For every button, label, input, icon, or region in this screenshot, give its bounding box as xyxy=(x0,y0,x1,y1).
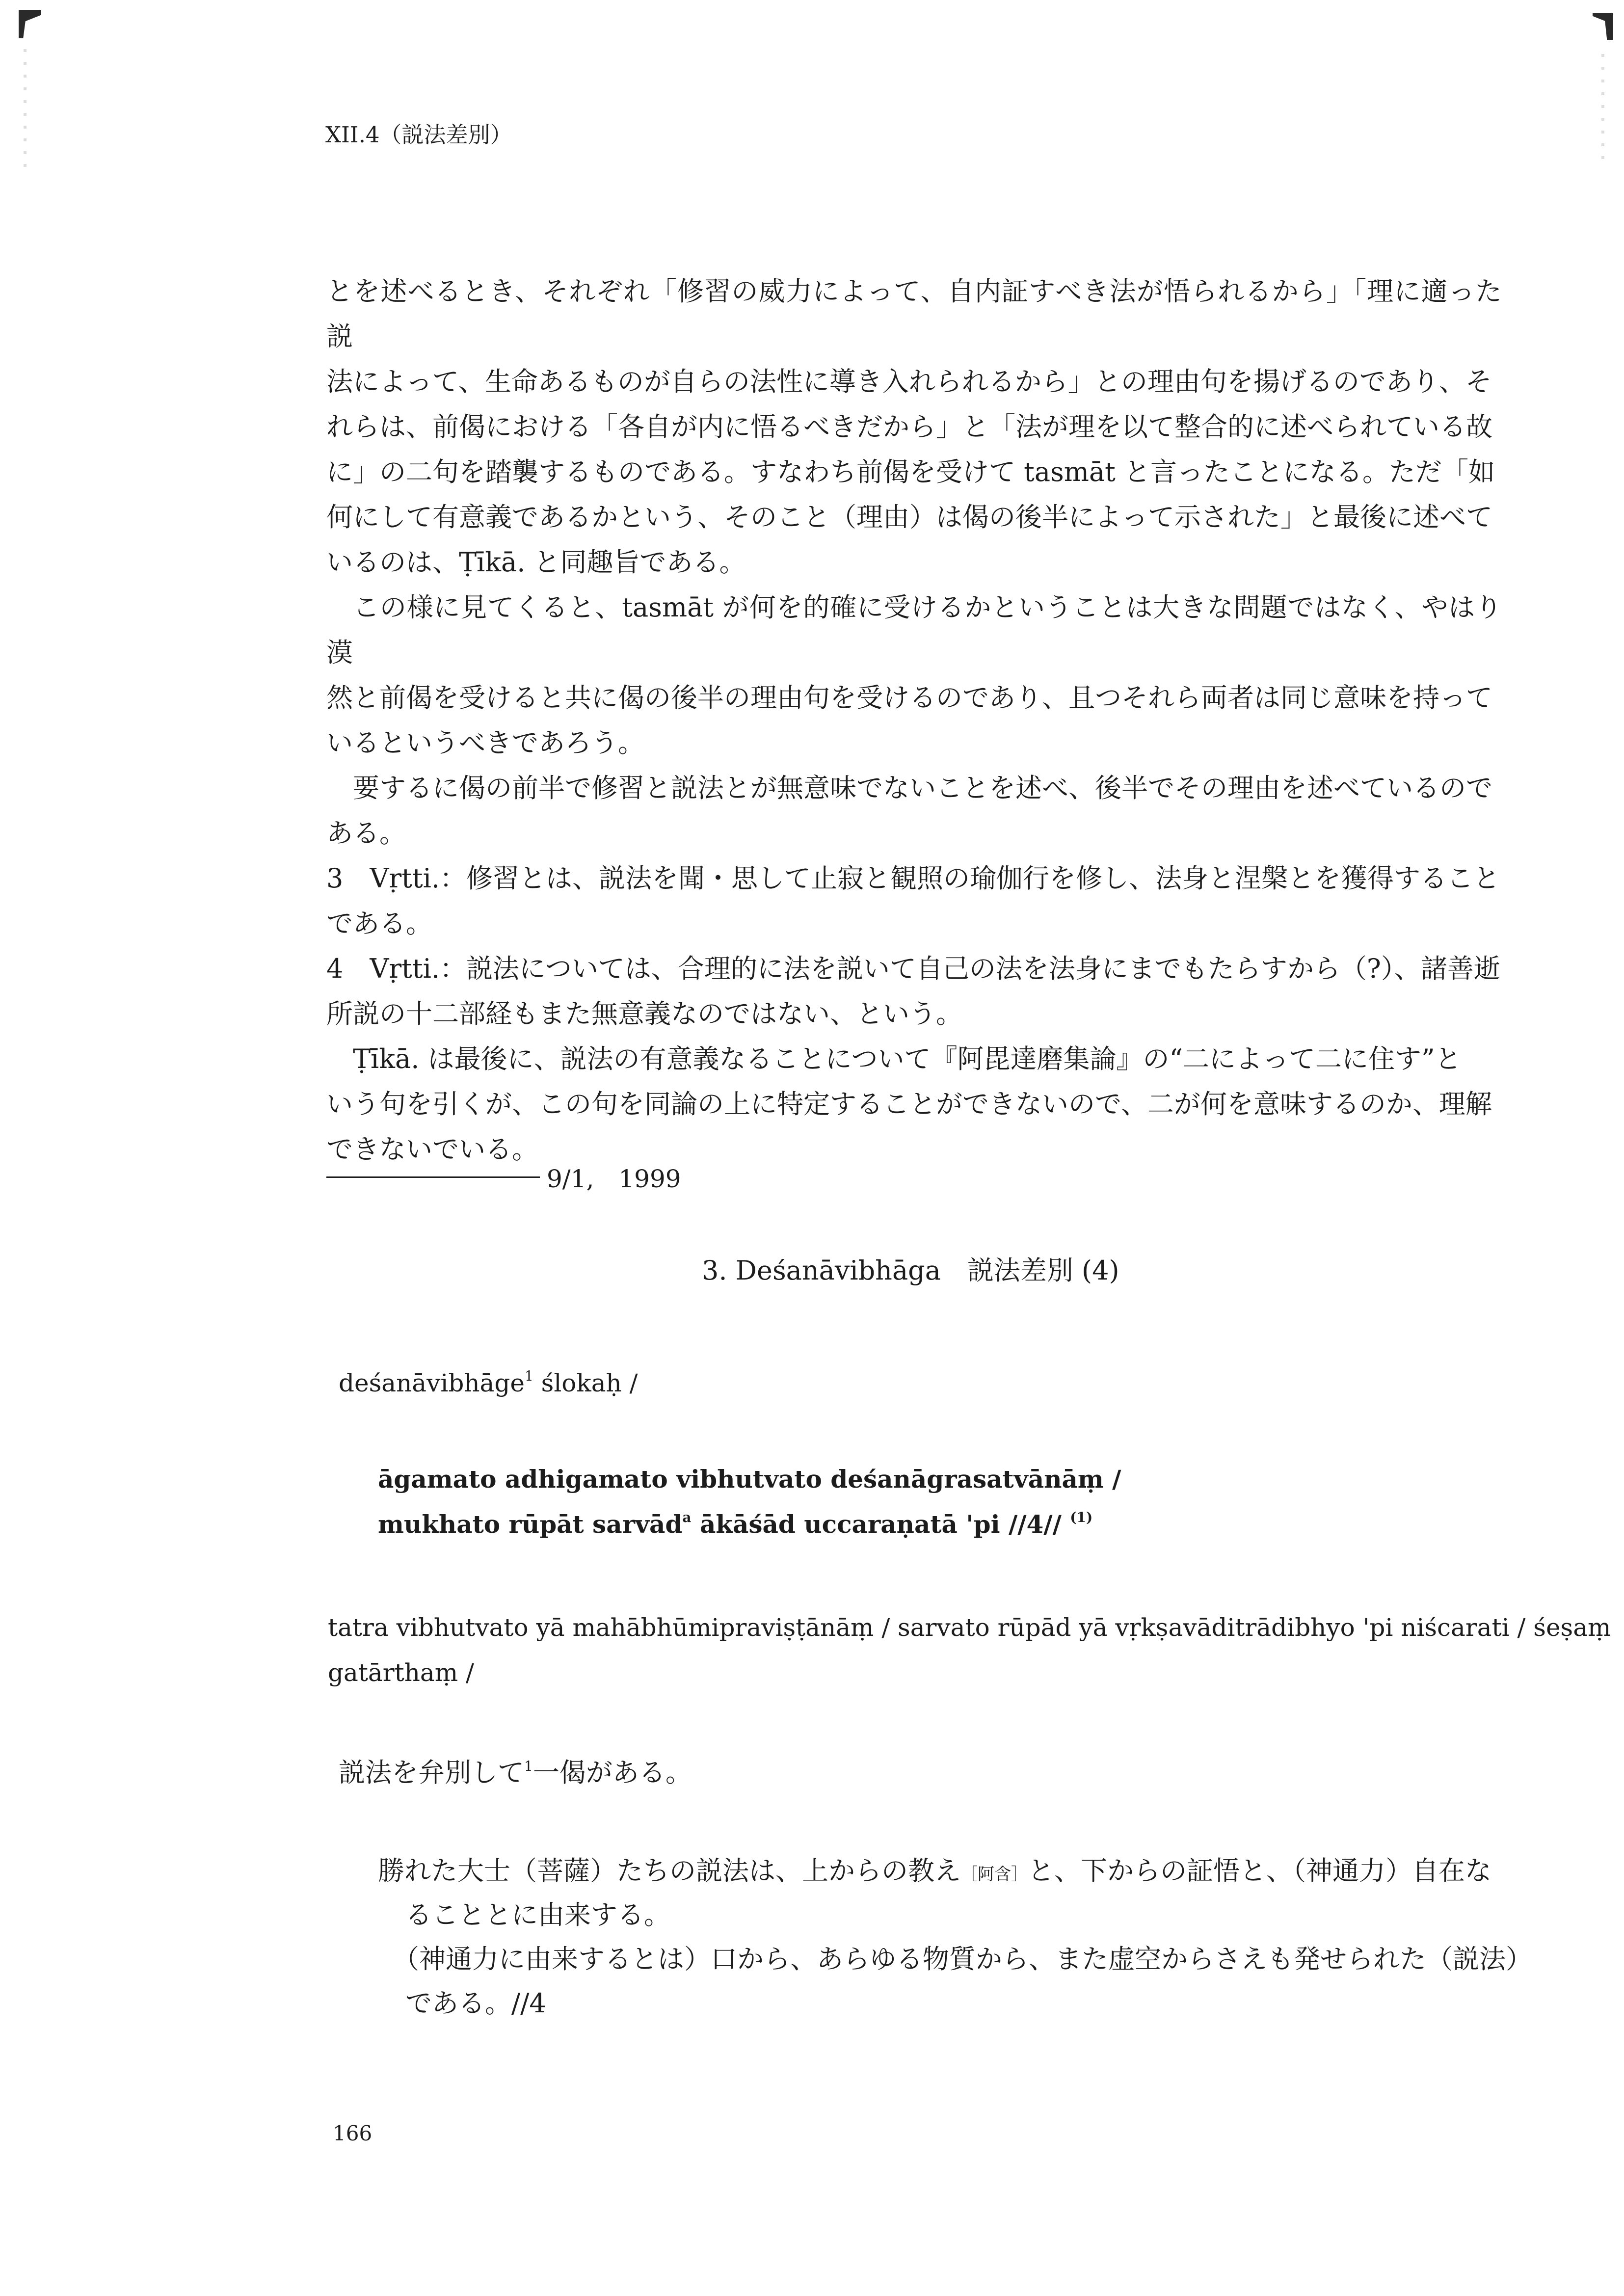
date-line xyxy=(326,1159,681,1195)
text-line: とを述べるとき、それぞれ「修習の威力によって、自内証すべき法が悟られるから」「理に適った説 xyxy=(326,276,1502,352)
sanskrit-commentary-line-2: gatārthaṃ / xyxy=(328,1658,474,1687)
text-line: に」の二句を踏襲するものである。すなわち前偈を受けて tasmāt と言ったことになる。ただ「如 xyxy=(326,456,1495,487)
translation-verse-line-2: ることとに由来する。 xyxy=(405,1899,670,1930)
bracket-note: ［阿含］ xyxy=(961,1865,1028,1884)
text-line: 何にして有意義であるかという、そのこと（理由）は偈の後半によって示された」と最後に述べて xyxy=(326,502,1492,533)
paragraph-tika xyxy=(326,1037,1502,1172)
note-ref: (1) xyxy=(1070,1509,1093,1525)
sanskrit-commentary-line-1: tatra vibhutvato yā mahābhūmipraviṣṭānāṃ / sarvato rūpād yā vṛkṣavāditrādibhyo 'pi niścarati / śeṣaṃ xyxy=(328,1613,1611,1642)
footnote-ref: a xyxy=(682,1509,692,1525)
text-line: この様に見てくると、tasmāt が何を的確に受けるかということは大きな問題ではなく、やはり漠 xyxy=(326,592,1502,668)
translation-verse-line-1: 勝れた大士（菩薩）たちの説法は、上からの教え［阿含］と、下からの証悟と、（神通力）自在な xyxy=(378,1855,1491,1886)
section-title: 3. Deśanāvibhāga 説法差別 (4) xyxy=(702,1255,1119,1286)
note-3 xyxy=(326,856,1502,946)
date-rule xyxy=(326,1176,540,1178)
footnote-ref: 1 xyxy=(524,1368,533,1384)
text-line: 然と前偈を受けると共に偈の後半の理由句を受けるのであり、且つそれら両者は同じ意味を持って xyxy=(326,682,1492,713)
scan-artifact-top-right xyxy=(1593,13,1613,40)
text-line: 法によって、生命あるものが自らの法性に導き入れられるから」との理由句を揚げるのであり、そ xyxy=(326,366,1492,397)
text-line: 要するに偈の前半で修習と説法とが無意味でないことを述べ、後半でその理由を述べているので xyxy=(353,773,1492,803)
translation-intro: 説法を弁別して$^1$一偈がある。 xyxy=(339,1757,692,1788)
paragraph-3 xyxy=(326,766,1502,856)
scan-edge-left xyxy=(24,49,27,177)
note-4 xyxy=(326,946,1502,1037)
translation-verse-line-3: （神通力に由来するとは）口から、あらゆる物質から、また虚空からさえも発せられた（説法） xyxy=(393,1944,1532,1975)
date: 9/1, 1999 xyxy=(547,1165,681,1193)
running-header: XII.4（説法差別） xyxy=(325,122,512,148)
text-line: ある。 xyxy=(326,818,406,849)
footnote-ref: 1 xyxy=(524,1758,533,1774)
text-line: いるのは、Ṭīkā. と同趣旨である。 xyxy=(326,547,746,578)
scan-edge-right xyxy=(1601,54,1604,167)
paragraph-1 xyxy=(326,269,1502,585)
text-line: 3 Vṛtti.：修習とは、説法を聞・思して止寂と観照の瑜伽行を修し、法身と涅槃とを獲得すること xyxy=(326,863,1500,894)
scan-artifact-top-left xyxy=(19,10,41,38)
text-line: いるというべきであろう。 xyxy=(326,727,644,758)
paragraph-2 xyxy=(326,585,1502,766)
text-line: いう句を引くが、この句を同論の上に特定することができないので、二が何を意味するのか、理解 xyxy=(326,1089,1492,1120)
sanskrit-intro: deśanāvibhāge$^1$ ślokaḥ / xyxy=(339,1368,638,1397)
text-line: Ṭīkā. は最後に、説法の有意義なることについて『阿毘達磨集論』の“二によって二に住す”と xyxy=(353,1043,1462,1074)
sanskrit-verse-line-1: āgamato adhigamato vibhutvato deśanāgrasatvānāṃ / xyxy=(378,1465,1121,1494)
commentary-block xyxy=(326,269,1502,1172)
sanskrit-verse-line-2: mukhato rūpāt sarvād$^a$ ākāśād uccaraṇatā 'pi //4// $^{(1)}$ xyxy=(378,1509,1093,1539)
text-line: である。 xyxy=(326,908,432,939)
translation-verse-line-4: である。//4 xyxy=(405,1988,546,2019)
text-line: れらは、前偈における「各自が内に悟るべきだから」と「法が理を以て整合的に述べられている故 xyxy=(326,411,1492,442)
text-line: 所説の十二部経もまた無意義なのではない、という。 xyxy=(326,998,962,1029)
text-line: できないでいる。 xyxy=(326,1134,538,1165)
page-number: 166 xyxy=(333,2121,373,2145)
text-line: 4 Vṛtti.：説法については、合理的に法を説いて自己の法を法身にまでもたらすから（?）、諸善逝 xyxy=(326,953,1500,984)
